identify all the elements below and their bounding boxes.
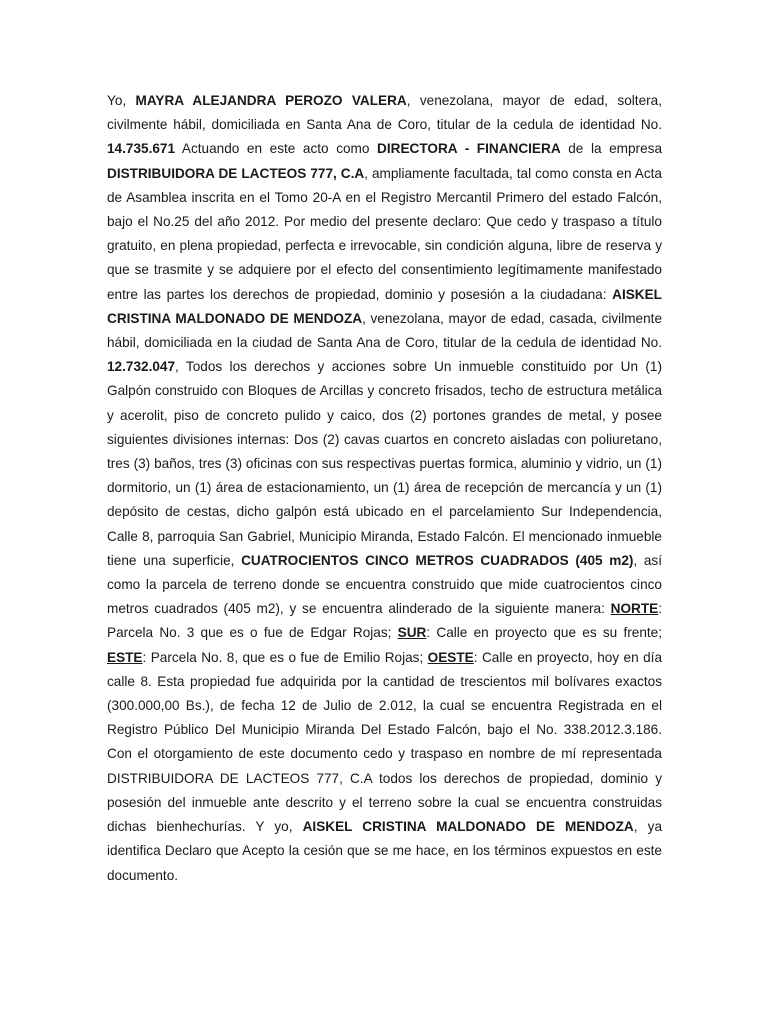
- company-name: DISTRIBUIDORA DE LACTEOS 777, C.A: [107, 165, 365, 181]
- text-run: : Parcela No. 8, que es o fue de Emilio Rojas;: [142, 649, 428, 665]
- name-aiskel-cristina-maldonado: AISKEL CRISTINA MALDONADO DE MENDOZA: [302, 819, 634, 835]
- boundary-norte: NORTE: [610, 601, 659, 617]
- text-run: : Calle en proyecto que es su frente;: [426, 625, 662, 641]
- text-run: , venezolana, mayor de edad, soltera, civilmente hábil, domiciliada en Santa Ana de Coro, titular de la cedula de identidad No.: [107, 93, 662, 133]
- text-run: , así como la parcela de terreno donde se encuentra construido que mide cuatrocientos cinco metros cuadrados (405 m2), y se encuentra alinderado de la siguiente manera:: [107, 552, 663, 617]
- text-run: : Calle en proyecto, hoy en día calle 8. Esta propiedad fue adquirida por la cantidad de trescientos mil bolívares exactos (300.000,00 Bs.), de fecha 12 de Julio de 2.012, la cual se encuentra Registrada en el Registro Público Del Municipio Miranda Del Estado Falcón, bajo el No. 338.2012.3.186. Con el otorgamiento de este documento cedo y traspaso en nombre de mí representada DISTRIBUIDORA DE LACTEOS 777, C.A todos los derechos de propiedad, dominio y posesión del inmueble ante descrito y el terreno sobre la cual se encuentra construidas dichas bienhechurías. Y yo,: [107, 649, 663, 835]
- document-paragraph: [107, 89, 662, 888]
- text-run: , ya identifica Declaro que Acepto la cesión que se me hace, en los términos expuestos en este documento.: [107, 819, 663, 883]
- cedula-number-1: 14.735.671: [107, 141, 176, 157]
- boundary-este: ESTE: [107, 649, 143, 665]
- boundary-oeste: OESTE: [427, 649, 474, 665]
- cedula-number-2: 12.732.047: [107, 359, 176, 375]
- text-run: , Todos los derechos y acciones sobre Un inmueble constituido por Un (1) Galpón construido con Bloques de Arcillas y concreto frisados, techo de estructura metálica y acerolit, piso de concreto pulido y caico, dos (2) portones grandes de metal, y posee siguientes divisiones internas: Dos (2) cavas cuartos en concreto aisladas con poliuretano, tres (3) baños, tres (3) oficinas con sus respectivas puertas formica, aluminio y vidrio, un (1) dormitorio, un (1) área de estacionamiento, un (1) área de recepción de mercancía y un (1) depósito de cestas, dicho galpón está ubicado en el parcelamiento Sur Independencia, Calle 8, parroquia San Gabriel, Municipio Miranda, Estado Falcón. El mencionado inmueble tiene una superficie,: [107, 359, 662, 568]
- name-aiskel-cristina-maldonado: AISKEL CRISTINA MALDONADO DE MENDOZA: [107, 286, 662, 326]
- text-run: Yo,: [107, 93, 136, 108]
- surface-area: CUATROCIENTOS CINCO METROS CUADRADOS (405 m2): [241, 552, 634, 568]
- text-run: de la empresa: [560, 141, 663, 157]
- text-run: Actuando en este acto como: [175, 141, 378, 157]
- boundary-sur: SUR: [397, 625, 427, 641]
- text-run: , ampliamente facultada, tal como consta en Acta de Asamblea inscrita en el Tomo 20-A en el Registro Mercantil Primero del estado Falcón, bajo el No.25 del año 2012. Por medio del presente declaro: Que cedo y traspaso a título gratuito, en plena propiedad, perfecta e irrevocable, sin condición alguna, libre de reserva y que se trasmite y se adquiere por el efecto del consentimiento legítimamente manifestado entre las partes los derechos de propiedad, dominio y posesión a la ciudadana:: [107, 165, 662, 302]
- text-run: , venezolana, mayor de edad, casada, civilmente hábil, domiciliada en la ciudad de Santa Ana de Coro, titular de la cedula de identidad No.: [107, 310, 663, 351]
- name-mayra-alejandra-perozo-valera: MAYRA ALEJANDRA PEROZO VALERA: [135, 93, 407, 108]
- text-run: : Parcela No. 3 que es o fue de Edgar Rojas;: [107, 601, 662, 641]
- role-title: DIRECTORA - FINANCIERA: [377, 141, 561, 157]
